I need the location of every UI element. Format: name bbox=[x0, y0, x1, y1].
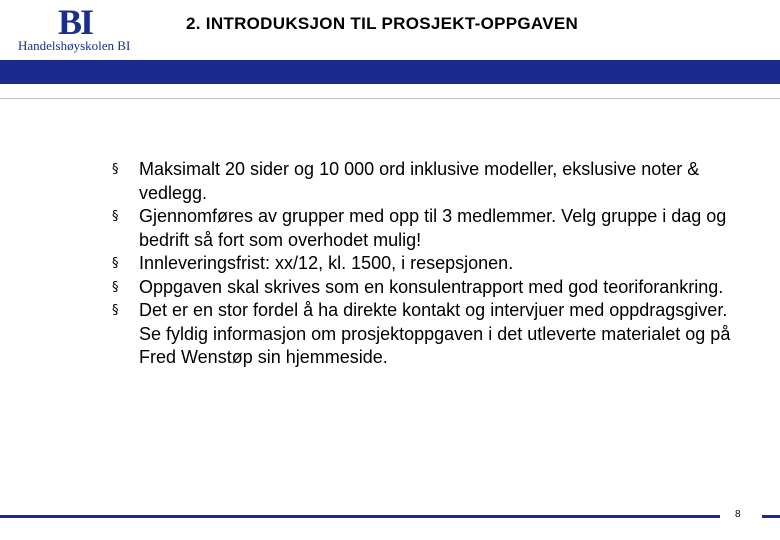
bullet-item bbox=[112, 299, 752, 370]
bullet-item bbox=[112, 205, 752, 252]
bullet-marker: § bbox=[112, 209, 119, 224]
bullet-marker: § bbox=[112, 256, 119, 271]
logo-name: Handelshøyskolen BI bbox=[18, 38, 131, 53]
bullet-item bbox=[112, 252, 752, 276]
bullet-text: Maksimalt 20 sider og 10 000 ord inklusive modeller, ekslusive noter & vedlegg. bbox=[139, 159, 700, 203]
bullet-marker: § bbox=[112, 279, 119, 295]
bullet-text: Oppgaven skal skrives som en konsulentrapport med god teoriforankring. bbox=[139, 276, 724, 297]
bullet-text: Det er en stor fordel å ha direkte kontakt og intervjuer med oppdragsgiver. Se fyldig informasjon om prosjektoppgaven i det utleverte materialet og på Fred Wenstøp sin hjemmeside. bbox=[139, 300, 731, 367]
page-number: 8 bbox=[735, 509, 741, 520]
slide-title: 2. INTRODUKSJON TIL PROSJEKT-OPPGAVEN bbox=[186, 14, 579, 33]
footer-rule-left bbox=[0, 515, 720, 518]
header-band bbox=[0, 60, 780, 84]
bullet-marker: § bbox=[112, 162, 119, 177]
bullet-item bbox=[112, 276, 752, 300]
bullet-list bbox=[112, 158, 752, 370]
bullet-item bbox=[112, 158, 752, 205]
bullet-text: Innleveringsfrist: xx/12, kl. 1500, i resepsjonen. bbox=[139, 253, 514, 273]
header-divider bbox=[0, 98, 780, 99]
bullet-text: Gjennomføres av grupper med opp til 3 medlemmer. Velg gruppe i dag og bedrift så fort som overhodet mulig! bbox=[139, 206, 727, 250]
bullet-marker: § bbox=[112, 303, 119, 318]
footer-rule-right bbox=[762, 515, 780, 518]
bi-logo bbox=[18, 4, 148, 56]
logo-mark: BI bbox=[58, 2, 93, 42]
